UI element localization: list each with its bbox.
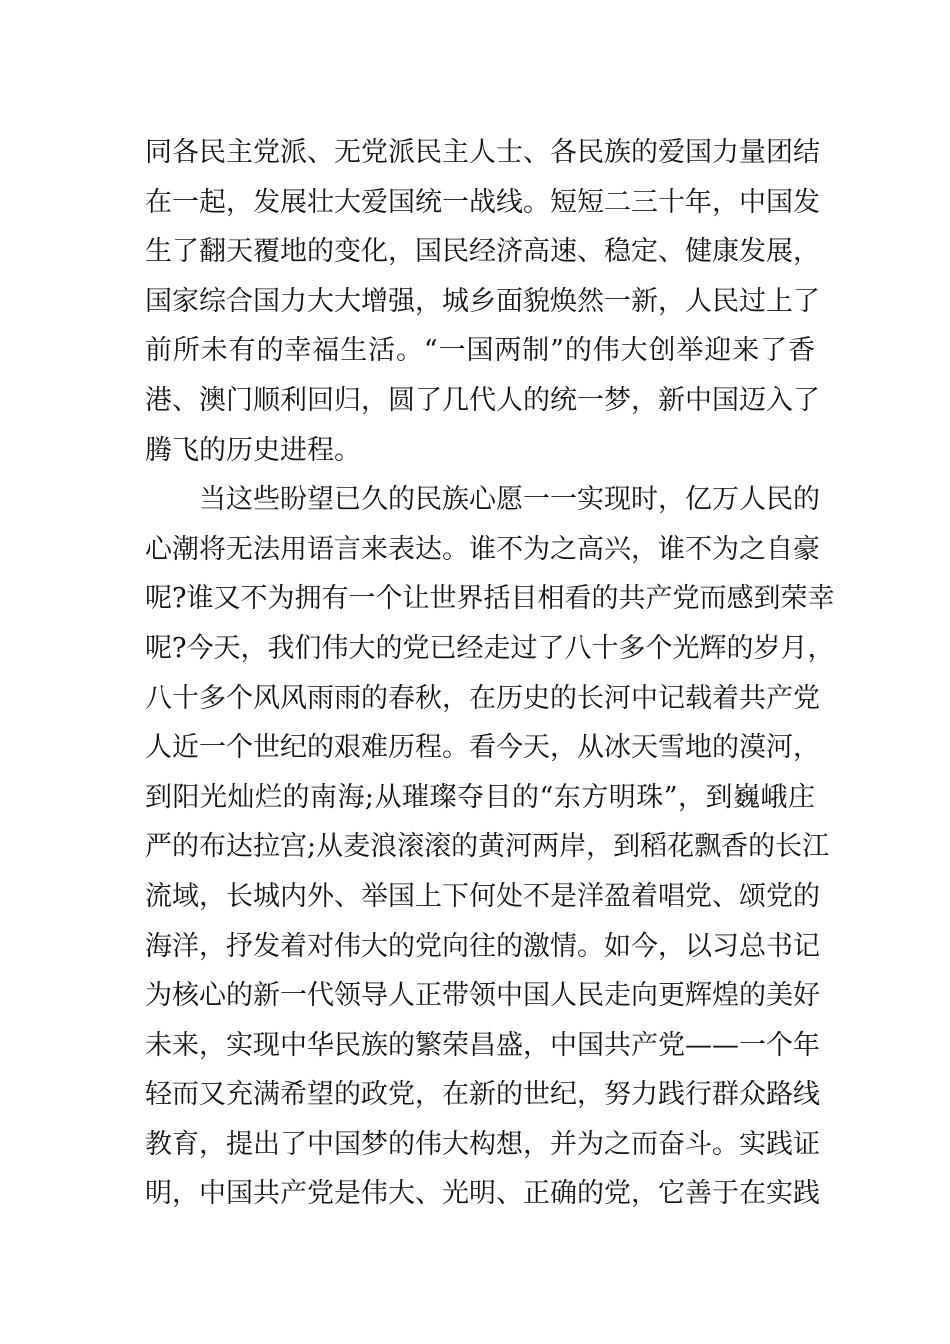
body-text <box>145 128 835 1219</box>
paragraph-2-line-10: 海洋，抒发着对伟大的党向往的激情。如今，以习总书记 <box>145 930 820 962</box>
paragraph-2-line-12: 未来，实现中华民族的繁荣昌盛，中国共产党——一个年 <box>145 1029 820 1061</box>
paragraph-2-line-5: 八十多个风风雨雨的春秋，在历史的长河中记载着共产党 <box>145 682 820 714</box>
paragraph-1-line-4: 国家综合国力大大增强，城乡面貌焕然一新，人民过上了 <box>145 285 820 317</box>
paragraph-2-line-7: 到阳光灿烂的南海;从璀璨夺目的“东方明珠”，到巍峨庄 <box>145 781 815 813</box>
paragraph-1-line-6: 港、澳门顺利回归，圆了几代人的统一梦，新中国迈入了 <box>145 384 820 416</box>
paragraph-2-line-6: 人近一个世纪的艰难历程。看今天，从冰天雪地的漠河， <box>145 732 820 764</box>
paragraph-2-line-4: 呢?今天，我们伟大的党已经走过了八十多个光辉的岁月， <box>145 632 835 664</box>
paragraph-1-line-7: 腾飞的历史进程。 <box>145 434 361 466</box>
paragraph-2-line-13: 轻而又充满希望的政党，在新的世纪，努力践行群众路线 <box>145 1079 820 1111</box>
paragraph-2-line-9: 流域，长城内外、举国上下何处不是洋盈着唱党、颂党的 <box>145 880 820 912</box>
paragraph-1-line-1: 同各民主党派、无党派民主人士、各民族的爱国力量团结 <box>145 137 820 168</box>
paragraph-2-line-2: 心潮将无法用语言来表达。谁不为之高兴，谁不为之自豪 <box>145 533 820 565</box>
paragraph-1-line-3: 生了翻天覆地的变化，国民经济高速、稳定、健康发展， <box>145 236 820 268</box>
paragraph-2-line-8: 严的布达拉宫;从麦浪滚滚的黄河两岸，到稻花飘香的长江 <box>145 831 830 863</box>
paragraph-2-line-15: 明，中国共产党是伟大、光明、正确的党，它善于在实践 <box>145 1178 820 1210</box>
paragraph-2-line-1: 当这些盼望已久的民族心愿一一实现时，亿万人民的 <box>199 484 820 516</box>
paragraph-2-line-14: 教育，提出了中国梦的伟大构想，并为之而奋斗。实践证 <box>145 1128 820 1160</box>
paragraph-1-line-2: 在一起，发展壮大爱国统一战线。短短二三十年，中国发 <box>145 186 820 218</box>
paragraph-2-line-3: 呢?谁又不为拥有一个让世界括目相看的共产党而感到荣幸 <box>145 583 835 615</box>
paragraph-1-line-5: 前所未有的幸福生活。“一国两制”的伟大创举迎来了香 <box>145 335 815 367</box>
paragraph-2-line-11: 为核心的新一代领导人正带领中国人民走向更辉煌的美好 <box>145 980 820 1012</box>
